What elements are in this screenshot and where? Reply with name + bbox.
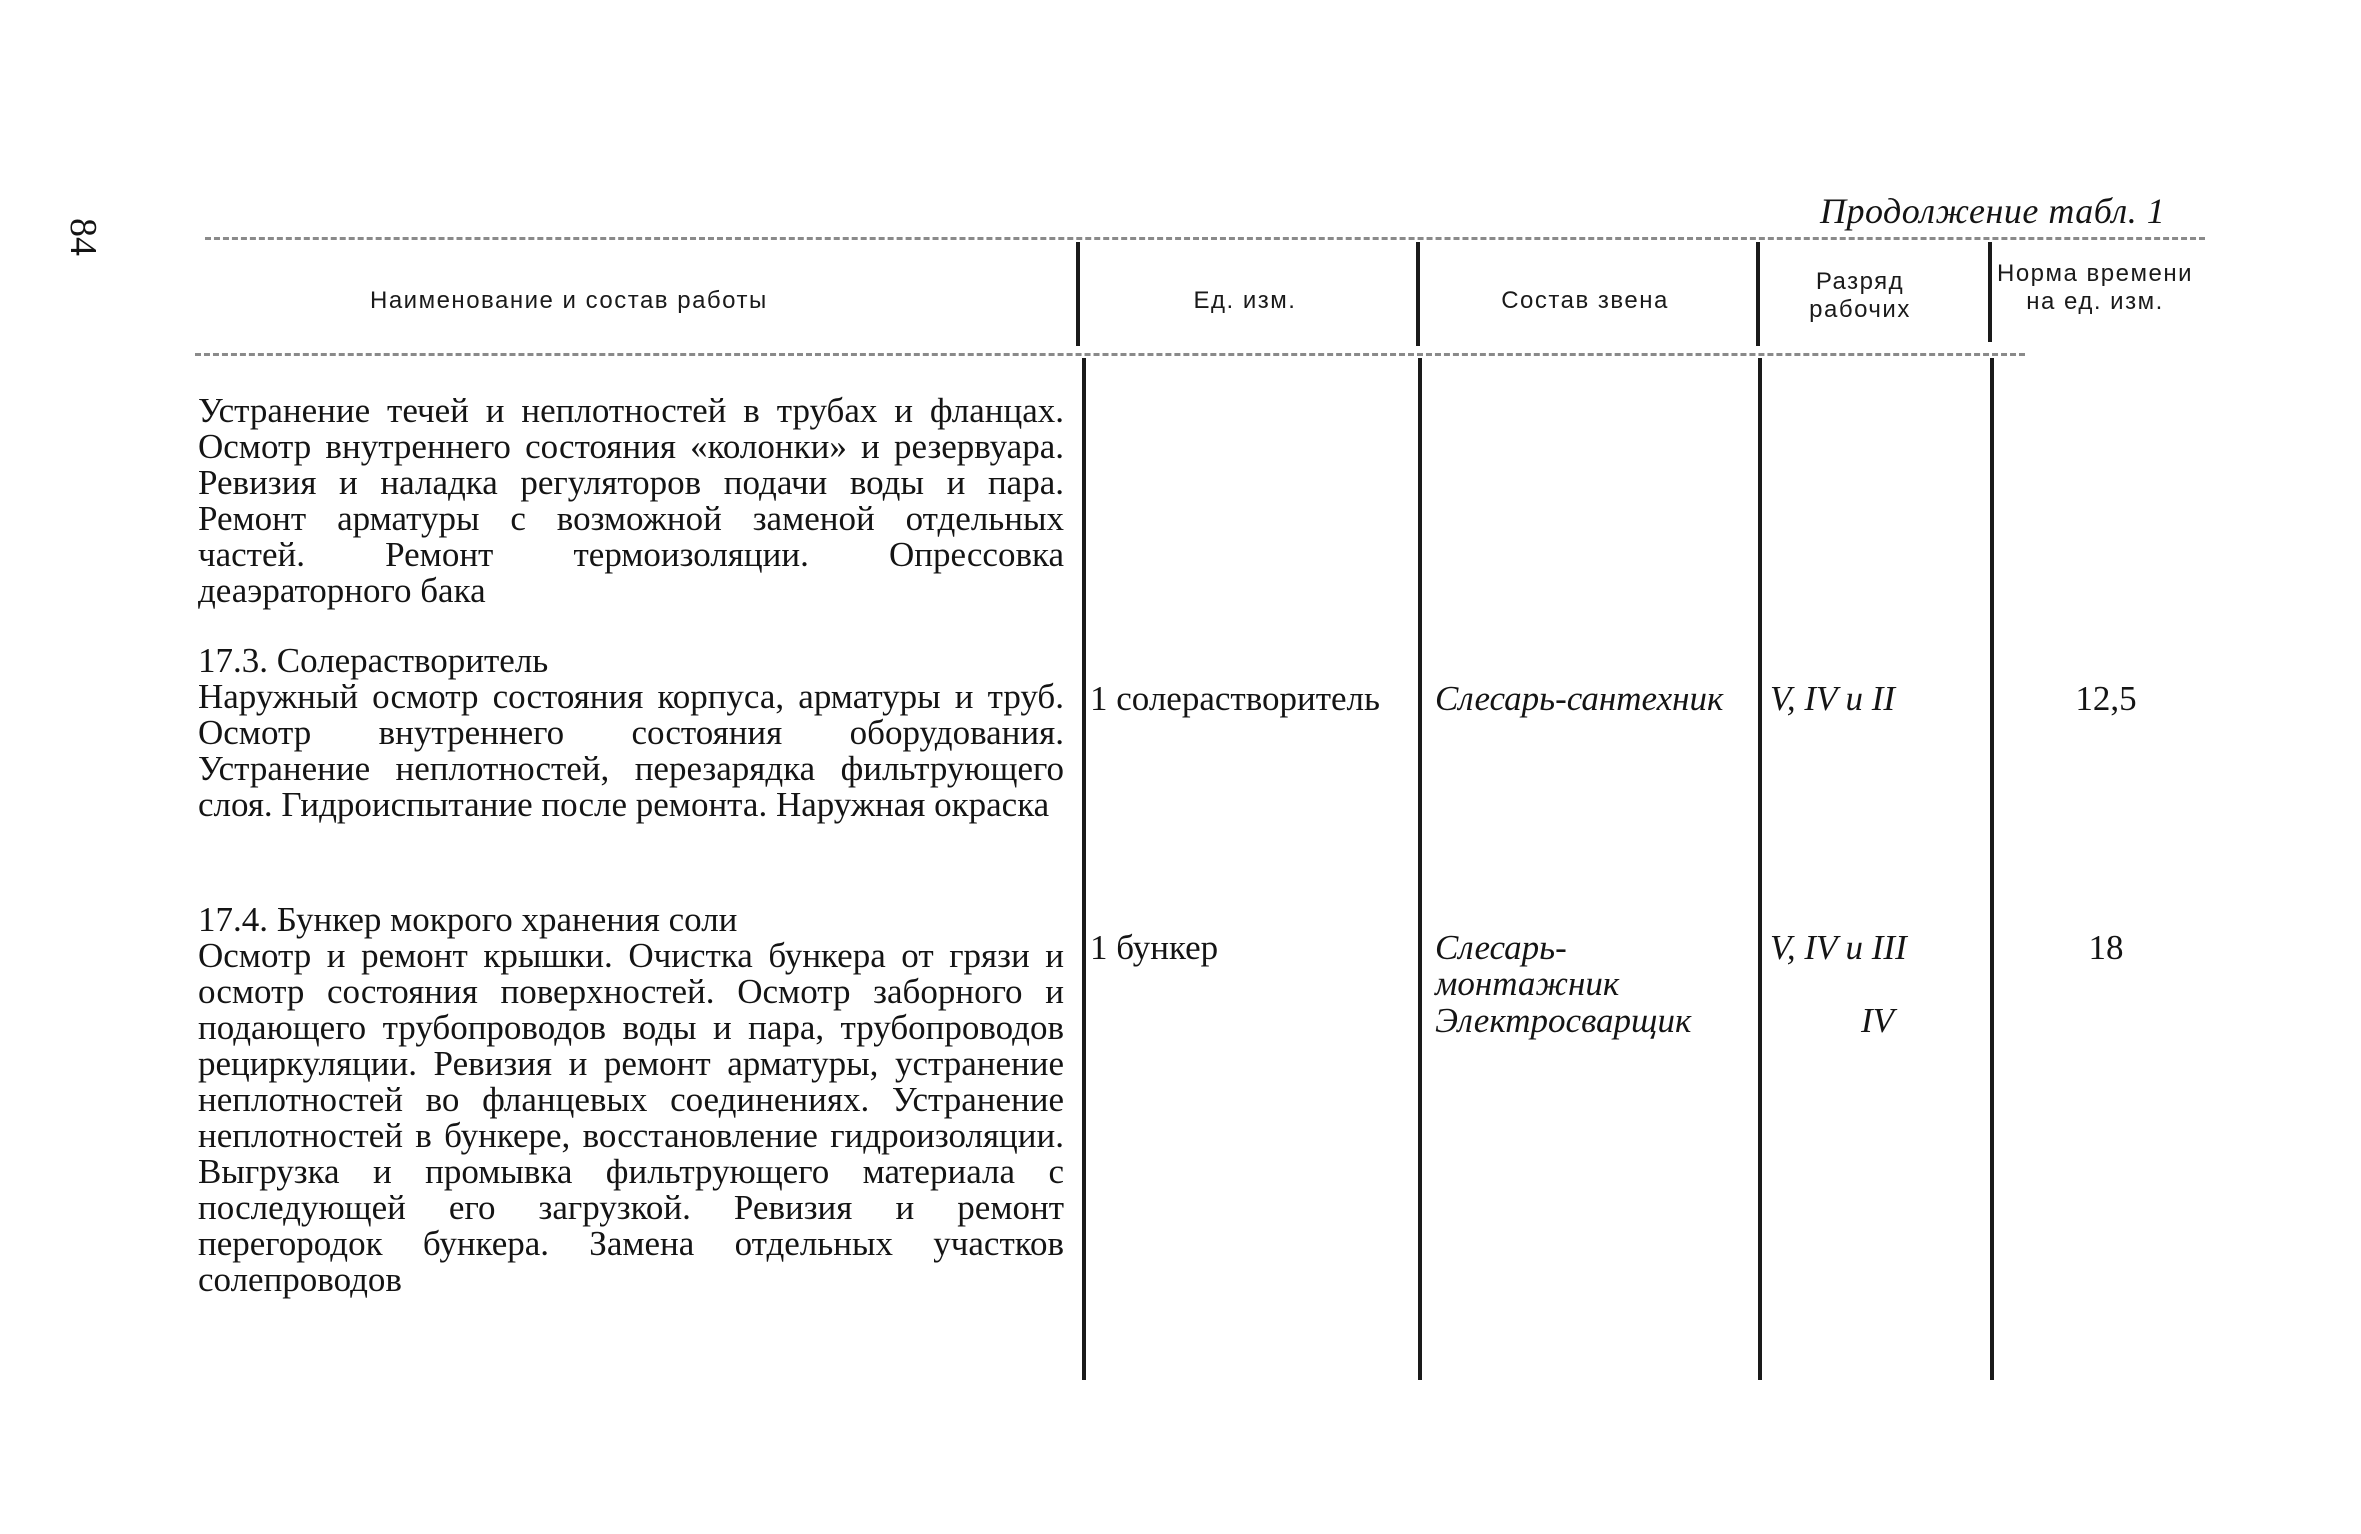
unit-cell: 1 солерастворитель (1090, 679, 1380, 718)
header-separator (1756, 242, 1760, 346)
work-item (198, 643, 1064, 823)
work-title: 17.3. Солерастворитель (198, 641, 549, 680)
column-separator (1418, 358, 1422, 1380)
norm-cell: 18 (2088, 928, 2124, 967)
work-description: Наружный осмотр состояния корпуса, арматуры и труб. Осмотр внутреннего состояния оборудования. Устранение неплотностей, перезарядка фильтрующего слоя. Гидроиспытание после ремонта. Наружная окраска (198, 677, 1064, 824)
column-separator (1082, 358, 1086, 1380)
header-crew: Состав звена (1501, 287, 1669, 314)
unit-cell: 1 бункер (1090, 928, 1219, 967)
work-title: 17.4. Бункер мокрого хранения соли (198, 900, 738, 939)
page-number: 84 (62, 218, 104, 256)
header-separator (1988, 242, 1992, 342)
grade-cell: V, IV и II (1770, 679, 1896, 718)
crew-cell: Слесарь-монтажник (1435, 928, 1620, 1003)
header-separator (1076, 242, 1080, 346)
header-bottom-rule (195, 353, 2025, 356)
header-norm: Норма времени на ед. изм. (1997, 260, 2193, 315)
continuation-label: Продолжение табл. 1 (1820, 191, 2166, 231)
table-top-rule (205, 237, 2205, 240)
grade-cell: V, IV и III (1770, 928, 1907, 967)
norm-cell: 12,5 (2075, 679, 2137, 718)
header-unit: Ед. изм. (1193, 287, 1297, 314)
header-name: Наименование и состав работы (370, 287, 768, 314)
grade-cell: IV (1860, 1001, 1895, 1040)
header-grade: Разряд рабочих (1809, 268, 1911, 323)
crew-cell: Электросварщик (1435, 1001, 1692, 1040)
header-separator (1416, 242, 1420, 346)
work-description: Устранение течей и неплотностей в трубах и фланцах. Осмотр внутреннего состояния «колонки» и резервуара. Ревизия и наладка регуляторов подачи воды и пара. Ремонт арматуры с возможной заменой отдельных частей. Ремонт термоизоляции. Опрессовка деаэраторного бака (198, 391, 1064, 610)
crew-cell: Слесарь-сантехник (1435, 679, 1724, 718)
column-separator (1758, 358, 1762, 1380)
column-separator (1990, 358, 1994, 1380)
work-item (198, 902, 1064, 1298)
work-description: Осмотр и ремонт крышки. Очистка бункера от грязи и осмотр состояния поверхностей. Осмотр заборного и подающего трубопроводов воды и пара, трубопроводов рециркуляции. Ревизия и ремонт арматуры, устранение неплотностей во фланцевых соединениях. Устранение неплотностей в бункере, восстановление гидроизоляции. Выгрузка и промывка фильтрующего материала с последующей его загрузкой. Ревизия и ремонт перегородок бункера. Замена отдельных участков солепроводов (198, 936, 1064, 1299)
